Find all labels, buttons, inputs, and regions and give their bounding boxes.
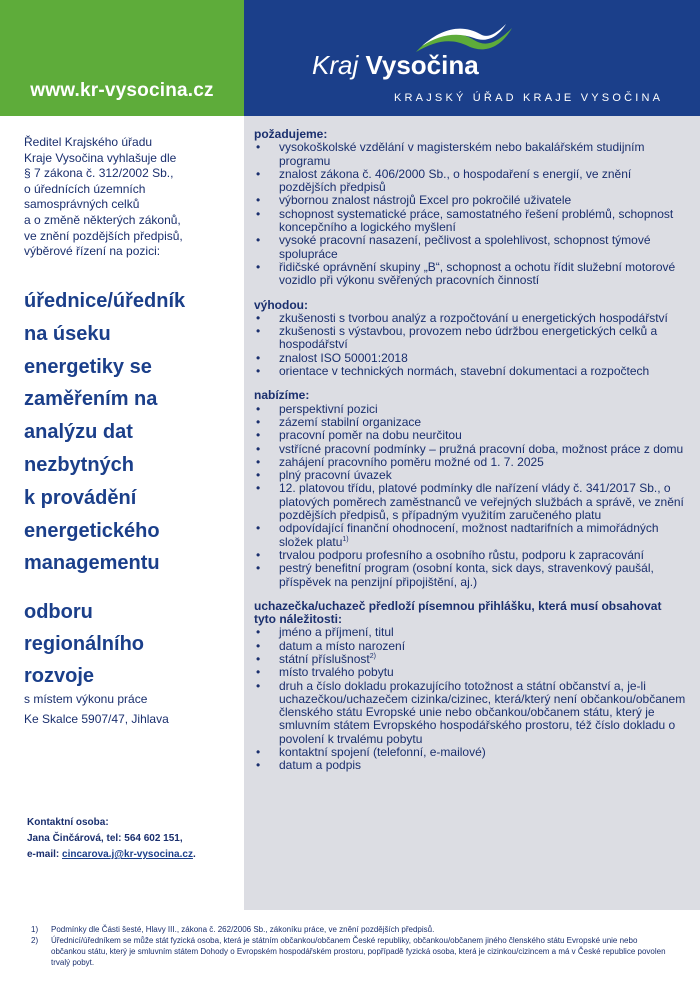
section-requirements [254,128,686,288]
section-heading: požadujeme: [254,127,328,141]
department-line: rozvoje [24,665,95,687]
position-line: k provádění [24,486,137,509]
section-advantages [254,299,686,379]
intro-line: samosprávných celků [24,197,140,212]
list-item: • výbornou znalost nástrojů Excel pro pokročilé uživatele [254,194,686,207]
footnote [31,935,671,968]
section-heading: nabízíme: [254,388,310,403]
footnote-ref: 1) [342,535,349,543]
list-item: • pestrý benefitní program (osobní konta, sick days, stravenkový paušál, příspěvek na penzijní připojištění, aj.) [254,562,686,589]
contact-email-row [27,847,242,863]
footnote-text: Podmínky dle Části šesté, Hlavy III., zákona č. 262/2006 Sb., zákoníku práce, ve znění pozdějších předpisů. [51,925,435,934]
intro-line: a o změně některých zákonů, [24,212,181,227]
list-item: • zázemí stabilní organizace [254,416,686,429]
header-blue-block [244,0,700,116]
position-line: energetického [24,519,160,542]
contact-block [27,815,242,863]
intro-line: výběrové řízení na pozici: [24,244,161,259]
offer-list [254,403,686,589]
list-item-text: státní příslušnost [279,651,370,666]
contact-line: Jana Činčárová, tel: 564 602 151, [27,833,183,844]
list-item: • vstřícné pracovní podmínky – pružná pracovní doba, možnost práce z domu [254,443,686,456]
section-heading: uchazečka/uchazeč předloží písemnou přihlášku, která musí obsahovat tyto náležitosti: [254,598,662,627]
workplace [24,689,239,729]
intro-line: § 7 zákona č. 312/2002 Sb., [24,166,174,181]
list-item: • zahájení pracovního poměru možné od 1. 7. 2025 [254,456,686,469]
requirements-list [254,141,686,287]
list-item: • pracovní poměr na dobu neurčitou [254,429,686,442]
list-item: • 12. platovou třídu, platové podmínky dle nařízení vlády č. 341/2017 Sb., o platových poměrech zaměstnanců ve veřejných službách a správě, ve znění pozdějších předpisů, s případným využitím zaručeného platu [254,482,686,522]
footnote-text: Úřednicí/úředníkem se může stát fyzická osoba, která je státním občankou/občanem České republiky, občankou/občanem jiného členského státu Evropské unie nebo občankou státu, který je smluvním státem Dohody o Evropském hospodářském prostoru, popřípadě fyzická osoba, která je cizinkou/cizincem a má v České republice povolen trvalý pobyt. [51,936,666,967]
email-label: e-mail: [27,849,63,860]
list-item: • znalost zákona č. 406/2000 Sb., o hospodaření s energií, ve znění pozdějších předpisů [254,168,686,195]
footnotes [31,924,671,968]
section-heading: výhodou: [254,297,308,312]
intro-line: Kraje Vysočina vyhlašuje dle [24,150,177,165]
position-line: na úseku [24,322,111,345]
website-url[interactable]: www.kr-vysocina.cz [30,80,214,101]
list-item [254,522,686,549]
list-item: • vysokoškolské vzdělání v magisterském nebo bakalářském studijním programu [254,141,686,168]
list-item: • schopnost systematické práce, samostatného řešení problémů, schopnost koncepčního a logického myšlení [254,208,686,235]
section-offer [254,389,686,588]
logo-wordmark [312,50,479,81]
contact-label: Kontaktní osoba: [27,817,109,828]
section-application [254,600,686,773]
logo-kraj: Kraj [312,50,359,80]
position-line: nezbytných [24,453,135,476]
intro-line: Ředitel Krajského úřadu [24,135,153,149]
list-item: • datum a místo narození [254,640,686,653]
email-link[interactable]: cincarova.j@kr-vysocina.cz [62,849,193,860]
position-line: managementu [24,552,160,575]
list-item: • místo trvalého pobytu [254,666,686,679]
intro-text [24,135,234,260]
list-item: • kontaktní spojení (telefonní, e-mailové) [254,746,686,759]
position-line: energetiky se [24,355,152,378]
list-item: • znalost ISO 50001:2018 [254,352,686,365]
list-item: • datum a podpis [254,759,686,772]
position-line: zaměřením na [24,388,158,411]
workplace-line: s místem výkonu práce [24,692,148,706]
application-list [254,626,686,772]
list-item-text: odpovídající finanční ohodnocení, možnost nadtarifních a mimořádných složek platu [279,521,659,549]
email-end: . [192,849,196,860]
list-item: • vysoké pracovní nasazení, pečlivost a spolehlivost, schopnost týmové spolupráce [254,234,686,261]
footnote-number: 1) [31,925,39,934]
list-item: • zkušenosti s výstavbou, provozem nebo údržbou energetických celků a hospodářství [254,325,686,352]
list-item: • plný pracovní úvazek [254,469,686,482]
logo-vysocina: Vysočina [365,50,479,80]
footnote-number: 2) [31,936,39,945]
intro-line: o úřednících územních [24,181,146,196]
intro-line: ve znění pozdějších předpisů, [24,228,183,243]
logo-subtitle: KRAJSKÝ ÚŘAD KRAJE VYSOČINA [394,92,664,104]
department-title [24,596,239,692]
list-item: • řidičské oprávnění skupiny „B“, schopnost a ochotu řídit služební motorové vozidlo při výkonu svěřených pracovních činností [254,261,686,288]
list-item: • zkušenosti s tvorbou analýz a rozpočtování u energetických hospodářství [254,312,686,325]
list-item: • orientace v technických normách, stavební dokumentaci a rozpočtech [254,365,686,378]
department-line: regionálního [24,633,144,655]
requirements-column [254,128,686,784]
list-item: • perspektivní pozici [254,403,686,416]
workplace-line: Ke Skalce 5907/47, Jihlava [24,712,169,726]
position-line: analýzu dat [24,421,133,444]
list-item: • trvalou podporu profesního a osobního růstu, podporu k zapracování [254,549,686,562]
footnote-ref: 2) [369,652,376,660]
list-item [254,653,686,666]
position-title [24,285,239,580]
header-green-block [0,0,244,116]
department-line: odboru [24,601,93,623]
list-item: • jméno a příjmení, titul [254,626,686,639]
advantages-list [254,312,686,378]
list-item: • druh a číslo dokladu prokazujícího totožnost a státní občanství a, je-li uchazečkou/uchazečem cizinka/cizinec, která/který není občankou/občanem členského státu Evropské unie nebo občankou/občanem státu, který je smluvním státem Evropského hospodářského prostoru, též číslo dokladu o povolení k trvalému pobytu [254,680,686,746]
footnote [31,924,671,935]
position-line: úřednice/úředník [24,290,186,312]
